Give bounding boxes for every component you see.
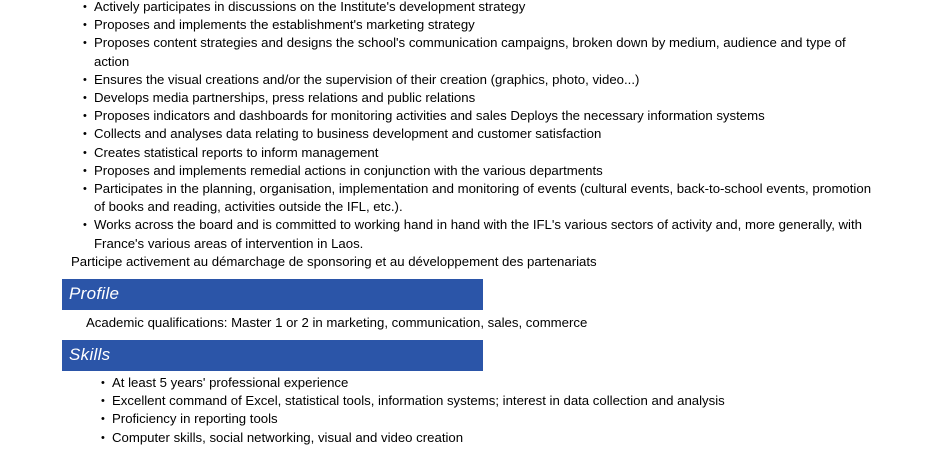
duty-item: • Creates statistical reports to inform management — [94, 144, 884, 162]
duty-item: • Develops media partnerships, press relations and public relations — [94, 89, 884, 107]
duty-item: • Proposes content strategies and designs the school's communication campaigns, broken down by medium, audience and type of action — [94, 34, 884, 70]
duty-item: • Proposes and implements remedial actions in conjunction with the various departments — [94, 162, 884, 180]
duty-item: • Proposes and implements the establishment's marketing strategy — [94, 16, 884, 34]
skills-section-header: Skills — [62, 340, 483, 371]
profile-section-header: Profile — [62, 279, 483, 310]
skill-item: • Excellent command of Excel, statistical tools, information systems; interest in data collection and analysis — [112, 392, 892, 410]
duty-item: • Works across the board and is committed to working hand in hand with the IFL's various sectors of activity and, more generally, with France's various areas of intervention in Laos. — [94, 216, 884, 252]
profile-qualifications-text: Academic qualifications: Master 1 or 2 in marketing, communication, sales, commerce — [86, 315, 588, 330]
duty-item: • Actively participates in discussions on the Institute's development strategy — [94, 0, 884, 16]
sponsoring-paragraph: Participe activement au démarchage de sponsoring et au développement des partenariats — [71, 254, 597, 269]
duty-item: • Participates in the planning, organisation, implementation and monitoring of events (cultural events, back-to-school events, promotion of books and reading, activities outside the IFL, etc.). — [94, 180, 884, 216]
skill-item: • Proficiency in reporting tools — [112, 410, 892, 428]
duties-list — [94, 0, 884, 253]
duty-item: • Collects and analyses data relating to business development and customer satisfaction — [94, 125, 884, 143]
duty-item: • Ensures the visual creations and/or the supervision of their creation (graphics, photo, video...) — [94, 71, 884, 89]
skills-list — [112, 374, 892, 447]
duty-item: • Proposes indicators and dashboards for monitoring activities and sales Deploys the necessary information systems — [94, 107, 884, 125]
skill-item: • Computer skills, social networking, visual and video creation — [112, 429, 892, 447]
skill-item: • At least 5 years' professional experience — [112, 374, 892, 392]
